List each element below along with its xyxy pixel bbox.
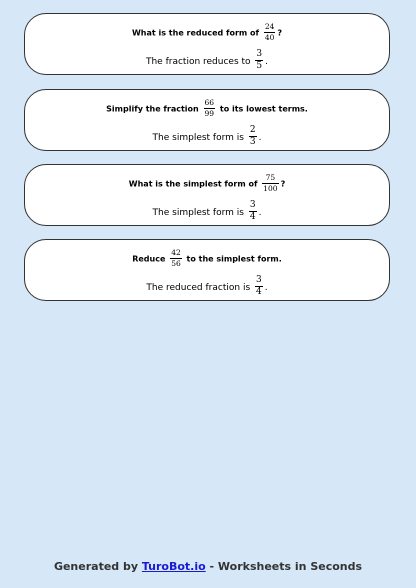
question-card-1: [24, 13, 390, 75]
denominator: 4: [256, 287, 262, 297]
answer-text: The reduced fraction is $\frac{3}{4}$ .: [146, 275, 268, 297]
question-text: Reduce $\frac{42}{56}$ to the simplest form.: [132, 248, 282, 268]
question-fraction: [262, 174, 278, 192]
question-text: Simplify the fraction $\frac{66}{99}$ to its lowest terms.: [106, 98, 308, 118]
answer-text: The fraction reduces to $\frac{3}{5}$ .: [145, 49, 269, 71]
answer-fraction: [255, 276, 263, 297]
question-card-4: [24, 239, 390, 301]
denominator: 4: [249, 212, 256, 222]
numerator: 3: [249, 200, 256, 210]
answer-text: The simplest form is $\frac{3}{4}$ .: [152, 200, 262, 222]
footer: Generated by TuroBot.io - Worksheets in Seconds: [53, 560, 363, 573]
numerator: 42: [171, 248, 181, 257]
numerator: 3: [256, 275, 262, 285]
answer-text: The simplest form is $\frac{2}{3}$ .: [152, 125, 262, 147]
denominator: 3: [249, 137, 256, 147]
numerator: 24: [264, 22, 275, 31]
numerator: 2: [249, 125, 256, 135]
question-fraction: [170, 249, 182, 267]
numerator: 75: [265, 173, 276, 182]
question-fraction: [264, 23, 276, 41]
denominator: 56: [171, 258, 181, 268]
turobot-link[interactable]: TuroBot.io: [141, 560, 206, 573]
denominator: 40: [264, 32, 275, 42]
answer-fraction: [255, 50, 263, 71]
denominator: 5: [256, 61, 263, 71]
answer-fraction: [249, 201, 257, 222]
question-fraction: [204, 99, 216, 117]
question-card-2: [24, 89, 390, 151]
question-card-3: [24, 164, 390, 226]
answer-fraction: [249, 126, 257, 147]
question-text: What is the reduced form of $\frac{24}{40}$ ?: [131, 22, 282, 42]
denominator: 100: [263, 183, 278, 193]
denominator: 99: [204, 108, 215, 118]
question-text: What is the simplest form of $\frac{75}{100}$ ?: [128, 173, 286, 193]
numerator: 66: [204, 98, 215, 107]
numerator: 3: [256, 49, 263, 59]
